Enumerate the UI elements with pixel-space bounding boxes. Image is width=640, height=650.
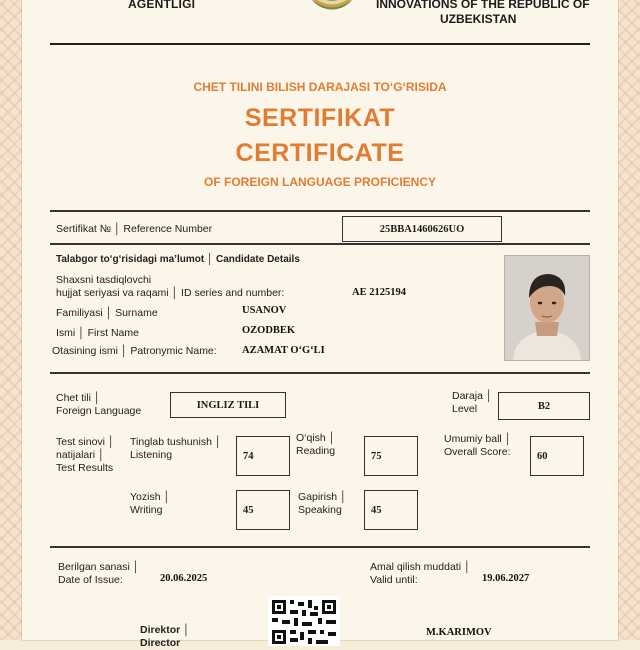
reference-number: 25BBA1460626UO xyxy=(379,223,465,235)
director-name: M.KARIMOV xyxy=(426,627,492,638)
qr-code-icon xyxy=(268,596,340,646)
level-box xyxy=(498,392,590,420)
speaking-label xyxy=(298,491,347,517)
speaking-box xyxy=(364,490,418,530)
level-label-line2: Level xyxy=(452,403,478,415)
divider xyxy=(50,372,590,374)
speaking-label-line2: Speaking xyxy=(298,504,342,516)
language-label xyxy=(56,392,141,418)
valid-until-label xyxy=(370,561,471,587)
writing-label xyxy=(130,491,170,517)
overall-label xyxy=(444,433,511,459)
director-label-line1: Direktor │ xyxy=(140,624,190,636)
speaking-label-line1: Gapirish │ xyxy=(298,491,347,503)
reading-value: 75 xyxy=(371,450,382,462)
reading-box xyxy=(364,436,418,476)
valid-until-label-line1: Amal qilish muddati │ xyxy=(370,561,471,573)
writing-value: 45 xyxy=(243,504,254,516)
issue-date-label-line2: Date of Issue: xyxy=(58,574,123,586)
results-label-line1: Test sinovi │ xyxy=(56,436,115,448)
agency-en-line2: UZBEKISTAN xyxy=(440,12,517,26)
header-divider xyxy=(50,43,590,45)
reading-label-line1: O‘qish │ xyxy=(296,432,336,444)
id-label-line2: hujjat seriyasi va raqami │ ID series and number: xyxy=(56,287,285,299)
overall-value: 60 xyxy=(537,450,548,462)
language-label-line1: Chet tili │ xyxy=(56,392,101,404)
title-subtitle: CHET TILINI BILISH DARAJASI TO‘G‘RISIDA xyxy=(193,80,447,94)
title-uz: SERTIFIKAT xyxy=(244,104,396,132)
reference-label: Sertifikat № │ Reference Number xyxy=(56,223,213,235)
agency-name-uz: AGENTLIGI xyxy=(128,0,196,11)
first-name-label: Ismi │ First Name xyxy=(56,327,139,339)
listening-label-line2: Listening xyxy=(130,449,173,461)
writing-label-line1: Yozish │ xyxy=(130,491,171,503)
surname-value: USANOV xyxy=(242,305,287,316)
reading-label-line2: Reading xyxy=(296,445,336,457)
writing-box xyxy=(236,490,290,530)
director-label-line2: Director xyxy=(140,637,181,649)
language-label-line2: Foreign Language xyxy=(56,405,142,417)
valid-until-label-line2: Valid until: xyxy=(370,574,418,586)
issue-date-value: 20.06.2025 xyxy=(160,573,208,584)
patronymic-label: Otasining ismi │ Patronymic Name: xyxy=(52,345,217,357)
divider xyxy=(50,210,590,212)
patronymic-value: AZAMAT O‘G‘LI xyxy=(242,345,325,356)
overall-label-line1: Umumiy ball │ xyxy=(444,433,512,445)
id-value: AE 2125194 xyxy=(352,287,406,298)
writing-label-line2: Writing xyxy=(130,504,163,516)
director-label xyxy=(140,624,190,650)
state-emblem-icon xyxy=(302,0,362,18)
issue-date-label xyxy=(58,561,139,587)
id-label-line1: Shaxsni tasdiqlovchi xyxy=(56,274,152,286)
overall-box xyxy=(530,436,584,476)
level-label-line1: Daraja │ xyxy=(452,390,493,402)
candidate-heading: Talabgor to‘g‘risidagi ma’lumot │ Candidate Details xyxy=(56,254,300,265)
agency-name-en xyxy=(376,0,590,27)
language-value: INGLIZ TILI xyxy=(196,399,260,411)
level-value: B2 xyxy=(537,400,551,412)
agency-en-line1: INNOVATIONS OF THE REPUBLIC OF xyxy=(376,0,590,11)
title-en: CERTIFICATE xyxy=(235,139,405,167)
listening-label xyxy=(130,436,221,462)
results-label-line2: natijalari │ xyxy=(56,449,105,461)
surname-label: Familiyasi │ Surname xyxy=(56,307,158,319)
first-name-value: OZODBEK xyxy=(242,325,296,336)
reading-label xyxy=(296,432,335,458)
reference-number-box xyxy=(342,216,502,242)
valid-until-value: 19.06.2027 xyxy=(482,573,530,584)
certificate-paper xyxy=(22,0,618,649)
divider xyxy=(50,243,590,245)
id-label xyxy=(56,274,284,300)
level-label xyxy=(452,390,492,416)
listening-label-line1: Tinglab tushunish │ xyxy=(130,436,222,448)
divider xyxy=(50,546,590,548)
overall-label-line2: Overall Score: xyxy=(444,446,511,458)
language-box xyxy=(170,392,286,418)
listening-value: 74 xyxy=(243,450,254,462)
title-footer: OF FOREIGN LANGUAGE PROFICIENCY xyxy=(203,175,436,189)
candidate-photo-portrait xyxy=(505,256,589,360)
speaking-value: 45 xyxy=(371,504,382,516)
candidate-photo xyxy=(504,255,590,361)
results-label-line3: Test Results xyxy=(56,462,114,474)
issue-date-label-line1: Berilgan sanasi │ xyxy=(58,561,140,573)
listening-box xyxy=(236,436,290,476)
results-label xyxy=(56,436,115,475)
